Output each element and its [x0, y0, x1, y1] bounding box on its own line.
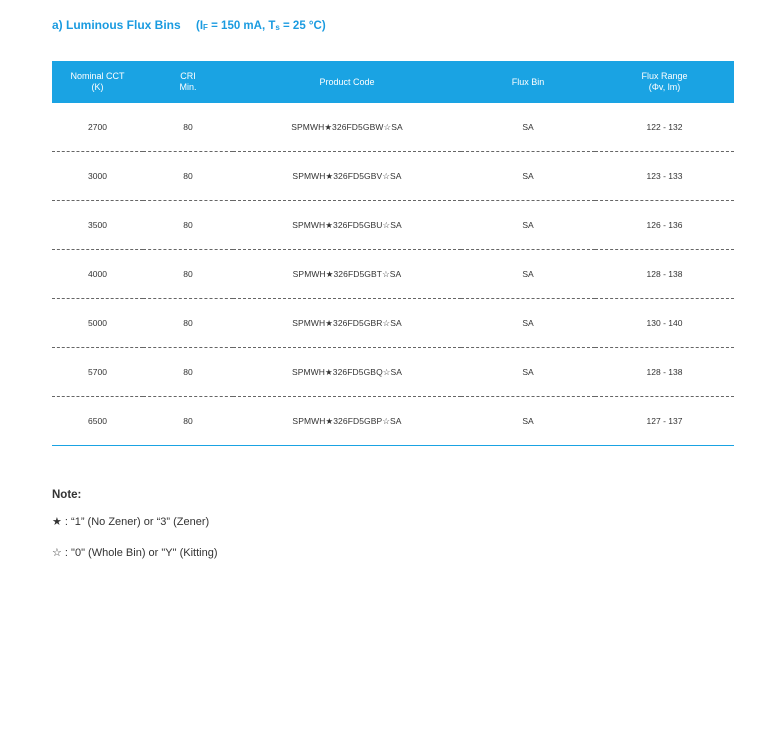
- cell-cri: 80: [143, 103, 233, 152]
- cell-flux-bin: SA: [461, 152, 595, 201]
- note-white-star: [52, 546, 217, 559]
- table-row: [52, 103, 734, 152]
- header-cri: CRI Min.: [143, 61, 233, 103]
- cell-flux-range: 126 - 136: [595, 201, 734, 250]
- cell-flux-range: 128 - 138: [595, 250, 734, 299]
- table-row: [52, 201, 734, 250]
- header-product-code: Product Code: [233, 61, 461, 103]
- cell-nominal-cct: 3500: [52, 201, 143, 250]
- table-header: [52, 61, 734, 103]
- note-white-star-text: : "0" (Whole Bin) or "Y" (Kitting): [61, 547, 218, 559]
- table-row: [52, 250, 734, 299]
- cell-flux-bin: SA: [461, 201, 595, 250]
- cell-flux-range: 128 - 138: [595, 348, 734, 397]
- table-row: [52, 397, 734, 446]
- header-flux-bin: Flux Bin: [461, 61, 595, 103]
- cell-flux-bin: SA: [461, 348, 595, 397]
- cell-product-code: SPMWH★326FD5GBU☆SA: [233, 201, 461, 250]
- cell-flux-range: 122 - 132: [595, 103, 734, 152]
- section-heading: [52, 18, 326, 32]
- note-star: [52, 515, 209, 528]
- note-title: Note:: [52, 489, 82, 501]
- black-star-icon: ★: [52, 515, 62, 528]
- table-row: [52, 299, 734, 348]
- cell-flux-range: 123 - 133: [595, 152, 734, 201]
- table-body: [52, 103, 734, 446]
- cell-product-code: SPMWH★326FD5GBW☆SA: [233, 103, 461, 152]
- cell-nominal-cct: 6500: [52, 397, 143, 446]
- test-condition: ($I_F = 150$ mA, $T_s = 25$ °C): [196, 20, 326, 32]
- white-star-icon: ☆: [52, 546, 62, 559]
- cell-flux-bin: SA: [461, 397, 595, 446]
- table-row: [52, 348, 734, 397]
- cell-nominal-cct: 3000: [52, 152, 143, 201]
- cell-cri: 80: [143, 348, 233, 397]
- cell-product-code: SPMWH★326FD5GBR☆SA: [233, 299, 461, 348]
- flux-bins-table: [52, 61, 734, 446]
- cell-flux-range: 127 - 137: [595, 397, 734, 446]
- cell-flux-bin: SA: [461, 250, 595, 299]
- cell-cri: 80: [143, 397, 233, 446]
- cell-nominal-cct: 5700: [52, 348, 143, 397]
- cell-flux-bin: SA: [461, 299, 595, 348]
- note-star-text: : “1” (No Zener) or “3” (Zener): [61, 516, 210, 528]
- section-title: a) Luminous Flux Bins: [52, 18, 181, 32]
- header-nominal-cct: Nominal CCT (K): [52, 61, 143, 103]
- header-flux-range: Flux Range (Φv, lm): [595, 61, 734, 103]
- cell-product-code: SPMWH★326FD5GBT☆SA: [233, 250, 461, 299]
- cell-cri: 80: [143, 250, 233, 299]
- cell-nominal-cct: 5000: [52, 299, 143, 348]
- cell-product-code: SPMWH★326FD5GBQ☆SA: [233, 348, 461, 397]
- table-row: [52, 152, 734, 201]
- cell-nominal-cct: 2700: [52, 103, 143, 152]
- cell-flux-range: 130 - 140: [595, 299, 734, 348]
- cell-nominal-cct: 4000: [52, 250, 143, 299]
- cell-flux-bin: SA: [461, 103, 595, 152]
- cell-cri: 80: [143, 201, 233, 250]
- cell-product-code: SPMWH★326FD5GBP☆SA: [233, 397, 461, 446]
- cell-cri: 80: [143, 152, 233, 201]
- cell-product-code: SPMWH★326FD5GBV☆SA: [233, 152, 461, 201]
- cell-cri: 80: [143, 299, 233, 348]
